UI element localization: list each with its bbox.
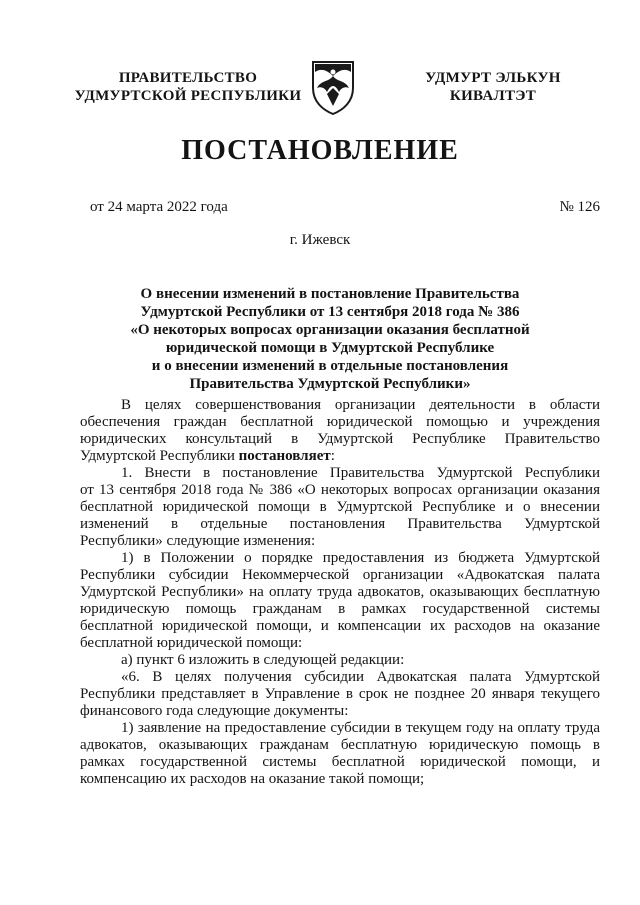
body-line: бесплатной юридической помощи: [80,635,303,651]
header-left-line1: ПРАВИТЕЛЬСТВО [118,70,258,86]
document-city: г. Ижевск [289,232,351,248]
body-line: В целях совершенствования организации деятельности в области [121,397,600,413]
body-line: юридических консультаций в Удмуртской Республике Правительство [80,431,600,447]
document-title: ПОСТАНОВЛЕНИЕ [181,135,459,166]
header-right-line1: УДМУРТ ЭЛЬКУН [425,70,561,86]
body-line: от 13 сентября 2018 года № 386 «О некоторых вопросах организации оказания [80,482,600,498]
subject-line: О внесении изменений в постановление Правительства [140,286,520,302]
body-line: Республики» следующие изменения: [80,533,316,549]
body-line: изменений в отдельные постановления Правительства Удмуртской [80,516,600,532]
body-line: «6. В целях получения субсидии Адвокатская палата Удмуртской [121,669,600,685]
body-line: Удмуртской Республики» на оплату труда адвокатов, оказывающих бесплатную [80,584,600,600]
body-line: адвокатов, оказывающих гражданам бесплатную юридическую помощь в [80,737,600,753]
coat-of-arms-emblem-icon [309,58,357,116]
body-line: 1) заявление на предоставление субсидии в текущем году на оплату труда [121,720,600,736]
subject-line: Правительства Удмуртской Республики» [189,376,471,392]
header-left-line2: УДМУРТСКОЙ РЕСПУБЛИКИ [74,88,302,104]
body-line: Республики представляет в Управление в срок не позднее 20 января текущего [80,686,600,702]
body-line: бесплатной юридической помощи в Удмуртской Республике и о внесении [80,499,600,515]
subject-line: и о внесении изменений в отдельные постановления [151,358,509,374]
body-line: компенсацию их расходов на оказание такой помощи; [80,771,425,787]
document-date: от 24 марта 2022 года [90,199,228,215]
document-subject [100,285,560,393]
body-text: : [330,448,335,464]
header-right-line2: КИВАЛТЭТ [449,88,537,104]
subject-line: «О некоторых вопросах организации оказания бесплатной [130,322,530,338]
body-line [80,448,600,465]
body-line: рамках государственной системы бесплатной юридической помощи, и [80,754,600,770]
body-line: бесплатной юридической помощи, и компенсации их расходов на оказание [80,618,600,634]
document-number: № 126 [559,199,600,215]
body-line: а) пункт 6 изложить в следующей редакции: [121,652,405,668]
body-text: Удмуртской Республики [80,448,239,464]
body-text-bold: постановляет [238,448,331,464]
body-line: 1. Внести в постановление Правительства Удмуртской Республики [121,465,600,481]
body-line: 1) в Положении о порядке предоставления из бюджета Удмуртской [121,550,600,566]
header-left [72,69,304,105]
header-right [400,69,586,105]
body-line: Республики субсидии Некоммерческой организации «Адвокатская палата [80,567,600,583]
body-line: обеспечения граждан бесплатной юридической помощью и учреждения [80,414,600,430]
body-line: юридическую помощь гражданам в рамках государственной системы [80,601,600,617]
body-line: финансового года следующие документы: [80,703,349,719]
document-body [80,397,600,788]
subject-line: Удмуртской Республики от 13 сентября 2018 года № 386 [140,304,520,320]
subject-line: юридической помощи в Удмуртской Республике [165,340,495,356]
